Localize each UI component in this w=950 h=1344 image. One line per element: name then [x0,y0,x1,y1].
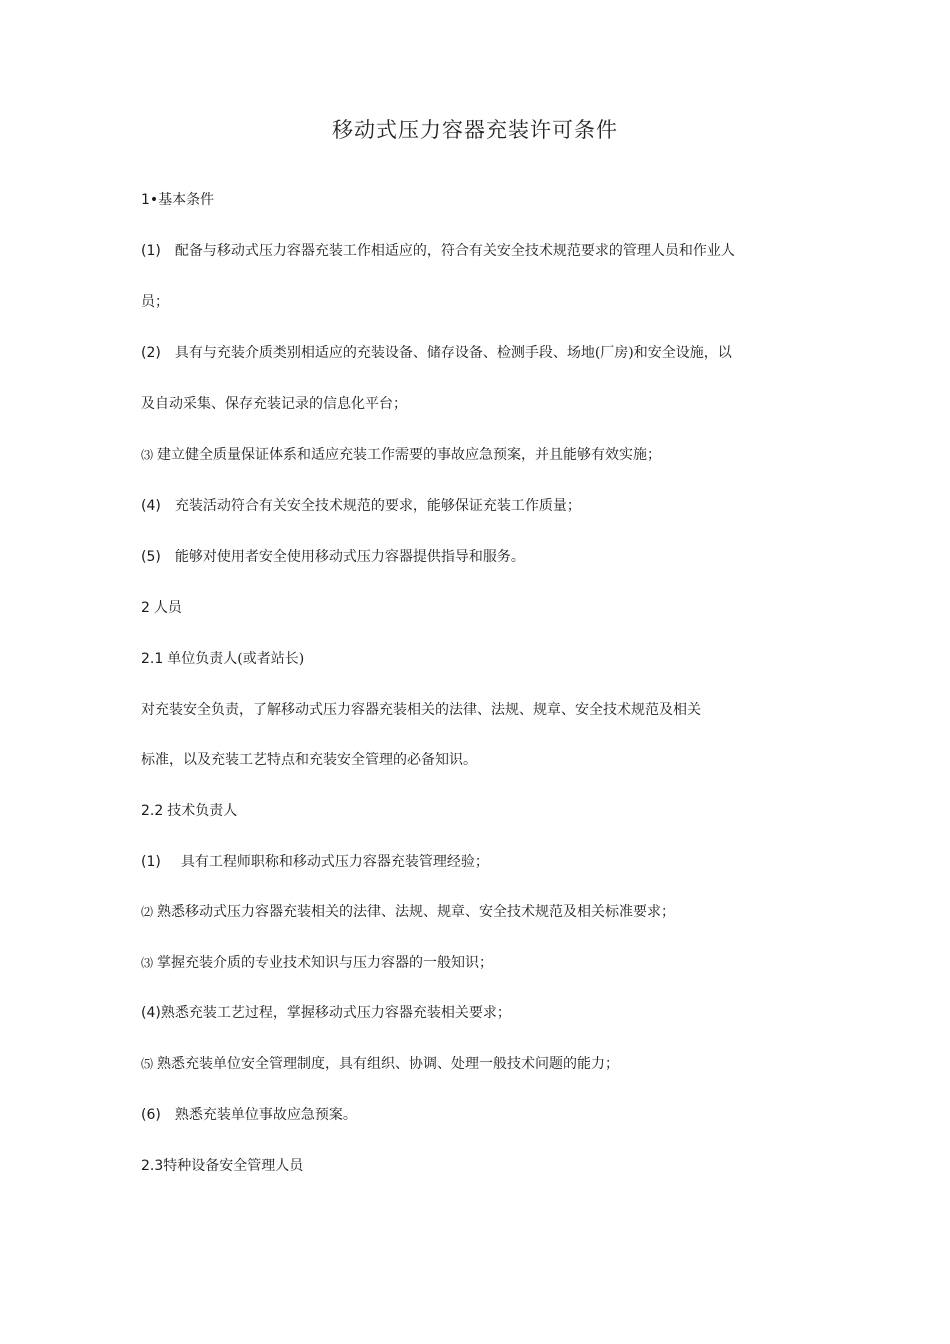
line-number: (1) [141,243,161,259]
line-text: 标准，以及充装工艺特点和充装安全管理的必备知识。 [141,752,477,768]
paragraph-line [141,700,821,720]
paragraph-line [141,343,821,363]
line-number: 2.2 [141,803,164,819]
line-text: 具有工程师职称和移动式压力容器充装管理经验； [180,854,489,870]
document-title: 移动式压力容器充装许可条件 [332,118,618,142]
line-text: 熟悉充装工艺过程，掌握移动式压力容器充装相关要求； [160,1005,511,1021]
paragraph-line [141,902,821,922]
line-text: 对充装安全负责，了解移动式压力容器充装相关的法律、法规、规章、安全技术规范及相关 [141,702,701,718]
line-text: 单位负责人(或者站长) [167,651,305,667]
subsection-heading [141,801,821,821]
line-text: 配备与移动式压力容器充装工作相适应的，符合有关安全技术规范要求的管理人员和作业人 [174,243,735,259]
line-text: 能够对使用者安全使用移动式压力容器提供指导和服务。 [174,549,525,565]
subsection-heading [141,649,821,669]
line-number: 2.3 [141,1158,164,1174]
section-heading-basic-conditions [141,190,821,210]
paragraph-line [141,547,821,567]
paragraph-line [141,241,821,261]
line-number: 1• [141,192,159,208]
line-text: 人员 [153,600,182,616]
line-number: ⑸ [141,1057,154,1071]
line-number: 2.1 [141,651,164,667]
line-number: (6) [141,1107,161,1123]
paragraph-line [141,292,821,312]
line-text: 熟悉充装单位安全管理制度，具有组织、协调、处理一般技术问题的能力； [157,1056,620,1072]
line-number: (2) [141,345,161,361]
line-text: 技术负责人 [167,803,238,819]
line-text: 掌握充装介质的专业技术知识与压力容器的一般知识； [157,955,494,971]
line-text: 充装活动符合有关安全技术规范的要求，能够保证充装工作质量； [174,498,581,514]
paragraph-line [141,1105,821,1125]
line-number: (5) [141,549,161,565]
subsection-heading [141,1156,821,1176]
line-text: 特种设备安全管理人员 [163,1158,304,1174]
line-text: 具有与充装介质类别相适应的充装设备、储存设备、检测手段、场地(厂房)和安全设施，以 [174,345,732,361]
line-text: 及自动采集、保存充装记录的信息化平台； [141,396,407,412]
paragraph-line [141,1054,821,1074]
section-heading-personnel [141,598,821,618]
paragraph-line [141,496,821,516]
line-text: 熟悉移动式压力容器充装相关的法律、法规、规章、安全技术规范及相关标准要求； [157,904,676,920]
paragraph-line [141,394,821,414]
paragraph-line [141,750,821,770]
line-number: ⑶ [141,448,154,462]
line-number: (4) [141,1005,161,1021]
line-number: (4) [141,498,161,514]
line-text: 建立健全质量保证体系和适应充装工作需要的事故应急预案，并且能够有效实施； [157,447,662,463]
paragraph-line [141,953,821,973]
line-number: ⑶ [141,956,154,970]
line-number: (1) [141,854,161,870]
line-number: ⑵ [141,905,154,919]
line-text: 熟悉充装单位事故应急预案。 [174,1107,357,1123]
line-text: 员； [141,294,169,310]
line-text: 基本条件 [158,192,215,208]
paragraph-line [141,445,821,465]
paragraph-line [141,1003,821,1023]
paragraph-line [141,852,821,872]
line-number: 2 [141,600,150,616]
